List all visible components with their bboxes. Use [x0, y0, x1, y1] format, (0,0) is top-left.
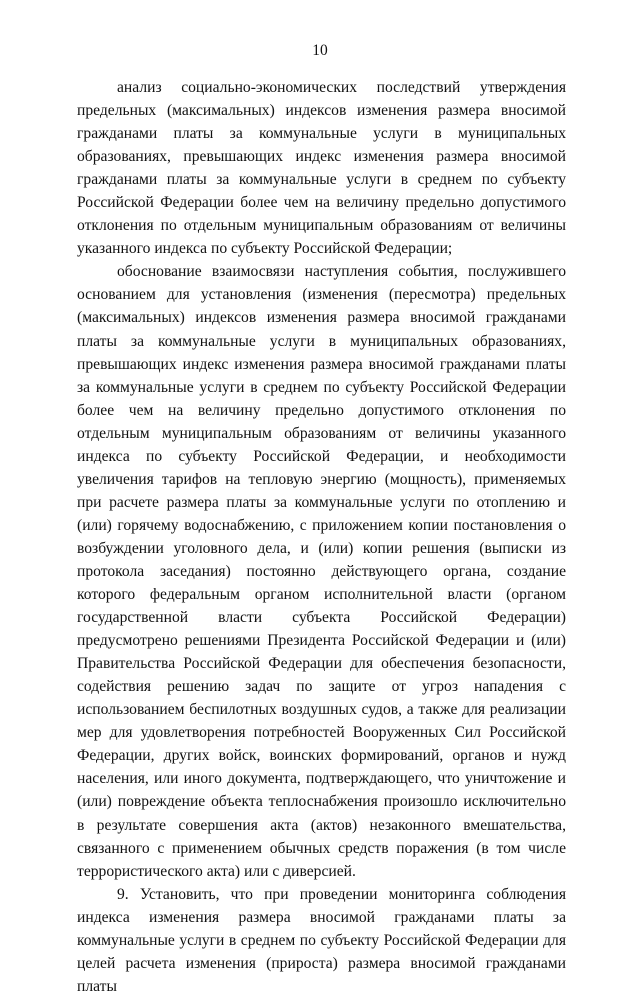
paragraph-item-9: 9. Установить, что при проведении мониторинга соблюдения индекса изменения размера вносимой гражданами платы за коммунальные услуги в среднем по субъекту Российской Федерации для целей расчета изменения (прироста) размера вносимой гражданами платы: [77, 885, 566, 995]
page-number: 10: [312, 42, 328, 59]
paragraph-analysis: анализ социально-экономических последствий утверждения предельных (максимальных) индексов изменения размера вносимой гражданами платы за коммунальные услуги в муниципальных образованиях, превышающих индекс изменения размера вносимой гражданами платы за коммунальные услуги в среднем по субъекту Российской Федерации более чем на величину предельно допустимого отклонения по отдельным муниципальным образованиям от величины указанного индекса по субъекту Российской Федерации;: [77, 79, 566, 258]
paragraph-justification: обоснование взаимосвязи наступления события, послужившего основанием для установления (изменения (пересмотра) предельных (максимальных) индексов изменения размера вносимой гражданами платы за коммунальные услуги в муниципальных образованиях, превышающих индекс изменения размера вносимой гражданами платы за коммунальные услуги в среднем по субъекту Российской Федерации более чем на величину предельно допустимого отклонения по отдельным муниципальным образованиям от величины указанного индекса по субъекту Российской Федерации, и необходимости увеличения тарифов на тепловую энергию (мощность), применяемых при расчете размера платы за коммунальные услуги по отоплению и (или) горячему водоснабжению, с приложением копии постановления о возбуждении уголовного дела, и (или) копии решения (выписки из протокола заседания) постоянно действующего органа, создание которого федеральным органом исполнительной власти (органом государственной власти субъекта Российской Федерации) предусмотрено решениями Президента Российской Федерации и (или) Правительства Российской Федерации для обеспечения безопасности, содействия решению задач по защите от угроз нападения с использованием беспилотных воздушных судов, а также для реализации мер для удовлетворения потребностей Вооруженных Сил Российской Федерации, других войск, воинских формирований, органов и нужд населения, или иного документа, подтверждающего, что уничтожение и (или) повреждение объекта теплоснабжения произошло исключительно в результате совершения акта (актов) незаконного вмешательства, связанного с применением обычных средств поражения (в том числе террористического акта) или с диверсией.: [77, 263, 566, 880]
document-body: [77, 76, 566, 998]
